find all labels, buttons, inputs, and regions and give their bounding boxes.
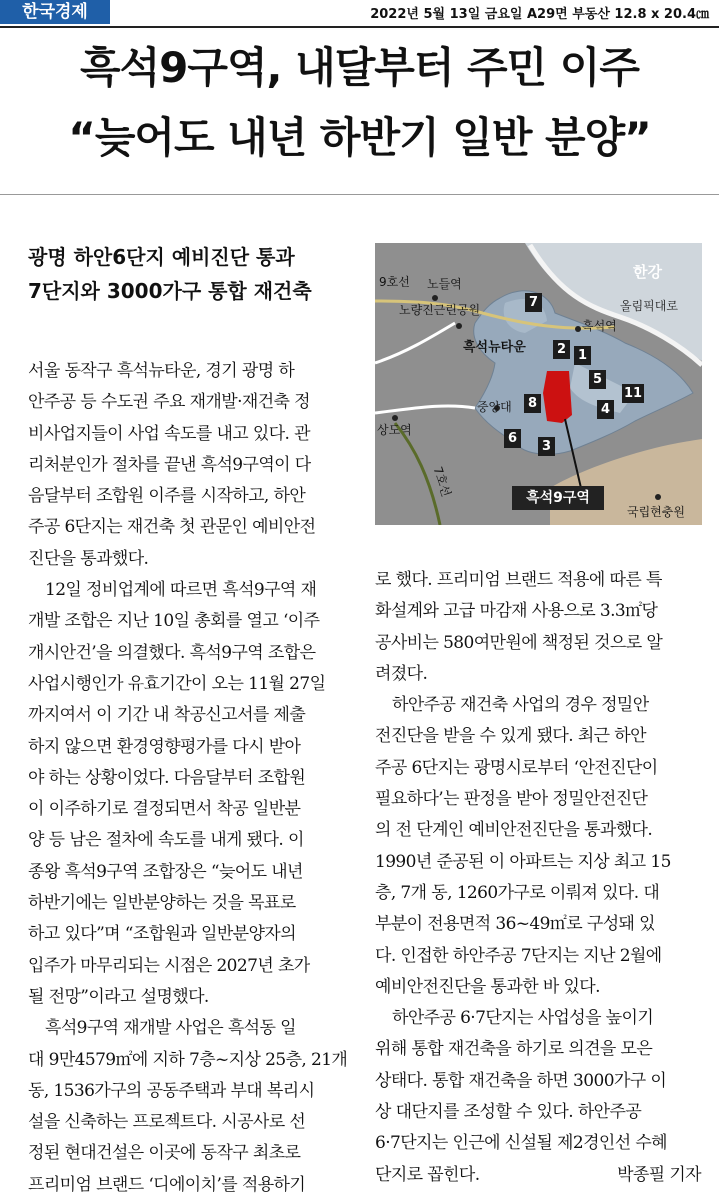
- map-label-heukseok-station: 흑석역: [582, 319, 617, 333]
- article-line: [375, 784, 701, 815]
- article-line-text: 사업시행인가 유효기간이 오는 11월 27일: [28, 673, 326, 694]
- map-label-road: 올림픽대로: [620, 299, 678, 313]
- masthead: [0, 0, 719, 26]
- article-line: [28, 419, 354, 450]
- article-line-text: 대 9만4579㎡에 지하 7층~지상 25층, 21개: [28, 1049, 348, 1070]
- article-line: [375, 1066, 701, 1097]
- article-line-text: 설을 신축하는 프로젝트다. 시공사로 선: [28, 1112, 306, 1133]
- article-line: [28, 794, 354, 825]
- article-line-text: 개시안건’을 의결했다. 흑석9구역 조합은: [28, 642, 316, 663]
- article-line-text: 음달부터 조합원 이주를 시작하고, 하안: [28, 486, 306, 507]
- location-map: [375, 243, 702, 525]
- article-line: [28, 387, 354, 418]
- map-label-line7: 7호선: [430, 464, 454, 499]
- subheadline-line-1: 광명 하안6단지 예비진단 통과: [28, 245, 295, 269]
- article-line-text: 상태다. 통합 재건축을 하면 3000가구 이: [375, 1070, 667, 1091]
- article-line: [28, 951, 354, 982]
- article-line-text: 필요하다’는 판정을 받아 정밀안전진단: [375, 789, 648, 810]
- publication-info: 2022년 5월 13일 금요일 A29면 부동산 12.8 x 20.4㎝: [370, 7, 709, 22]
- headline-line-1: 흑석9구역, 내달부터 주민 이주: [80, 43, 639, 92]
- article-line-text: 안주공 등 수도권 주요 재개발·재건축 정: [28, 392, 310, 413]
- article-line: [28, 1138, 354, 1169]
- article-line: [375, 1034, 701, 1065]
- map-label-river: 한강: [633, 263, 662, 281]
- map-label-noryangjin-station: 노들역: [427, 277, 462, 291]
- article-line-text: 하안주공 6·7단지는 사업성을 높이기: [392, 1008, 654, 1029]
- article-line-text: 될 전망”이라고 설명했다.: [28, 986, 209, 1007]
- article-line-text: 단지로 꼽힌다.: [375, 1164, 480, 1185]
- article-line: [28, 1107, 354, 1138]
- zone-badge: 3: [538, 437, 555, 456]
- article-line: [28, 888, 354, 919]
- article-line-text: 하반기에는 일반분양하는 것을 목표로: [28, 893, 296, 914]
- article-line-text: 양 등 남은 절차에 속도를 내게 됐다. 이: [28, 830, 304, 851]
- subheadline-line-2: 7단지와 3000가구 통합 재건축: [28, 279, 312, 303]
- article-line: [375, 878, 701, 909]
- article-line-text: 프리미엄 브랜드 ‘디에이치’를 적용하기: [28, 1174, 306, 1195]
- article-line-text: 흑석9구역 재개발 사업은 흑석동 일: [45, 1018, 296, 1039]
- article-line: [28, 857, 354, 888]
- zone-badge: 1: [574, 346, 591, 365]
- article-line: [28, 669, 354, 700]
- article-line: [375, 972, 701, 1003]
- article-line-text: 개발 조합은 지난 10일 총회를 열고 ‘이주: [28, 611, 320, 632]
- article-line: [375, 690, 701, 721]
- article-line-text: 다. 인접한 하안주공 7단지는 지난 2월에: [375, 945, 662, 966]
- article-line-text: 의 전 단계인 예비안전진단을 통과했다.: [375, 820, 653, 841]
- article-line-text: 주공 6단지는 재건축 첫 관문인 예비안전: [28, 517, 316, 538]
- article-line-text: 상 대단지를 조성할 수 있다. 하안주공: [375, 1102, 642, 1123]
- article-line: [28, 606, 354, 637]
- article-line: [375, 659, 701, 690]
- article-line-text: 하안주공 재건축 사업의 경우 정밀안: [392, 695, 649, 716]
- subheadline: [28, 240, 358, 308]
- headline-line-2: “늦어도 내년 하반기 일반 분양”: [68, 113, 651, 162]
- article-line: [375, 909, 701, 940]
- article-line-text: 려졌다.: [375, 663, 428, 684]
- article-line: [375, 941, 701, 972]
- zone-badge: 6: [504, 429, 521, 448]
- article-line: [375, 721, 701, 752]
- article-column-left: [28, 356, 354, 1201]
- article-line-text: 야 하는 상황이었다. 다음달부터 조합원: [28, 767, 306, 788]
- article-line-text: 리처분인가 절차를 끝낸 흑석9구역이 다: [28, 454, 311, 475]
- article-line-text: 이 이주하기로 결정되면서 착공 일반분: [28, 799, 301, 820]
- article-line: [28, 481, 354, 512]
- map-callout-zone9: 흑석9구역: [512, 486, 604, 510]
- map-graphic: [375, 243, 702, 525]
- article-line: [375, 1128, 701, 1159]
- article-line: [28, 982, 354, 1013]
- article-line-text: 하지 않으면 환경영향평가를 다시 받아: [28, 736, 301, 757]
- article-line-text: 입주가 마무리되는 시점은 2027년 초가: [28, 955, 310, 976]
- article-line: [28, 544, 354, 575]
- zone-badge: 5: [589, 370, 606, 389]
- article-line: [28, 825, 354, 856]
- article-line-text: 종왕 흑석9구역 조합장은 “늦어도 내년: [28, 861, 303, 882]
- zone-badge: 8: [524, 394, 541, 413]
- article-line-text: 6·7단지는 인근에 신설될 제2경인선 수혜: [375, 1133, 667, 1154]
- map-label-cemetery: 국립현충원: [627, 505, 685, 519]
- article-line-text: 전진단을 받을 수 있게 됐다. 최근 하안: [375, 726, 646, 747]
- article-line-text: 화설계와 고급 마감재 사용으로 3.3㎡당: [375, 601, 658, 622]
- map-label-chungang: 중앙대: [477, 400, 512, 414]
- article-line-text: 정된 현대건설은 이곳에 동작구 최초로: [28, 1143, 301, 1164]
- article-line-text: 공사비는 580여만원에 책정된 것으로 알: [375, 632, 663, 653]
- article-line: [28, 356, 354, 387]
- byline: 박종필 기자: [617, 1164, 701, 1185]
- map-label-park: 노량진근린공원: [399, 303, 481, 317]
- article-line: [375, 815, 701, 846]
- article-line: [375, 596, 701, 627]
- article-line-text: 12일 정비업계에 따르면 흑석9구역 재: [45, 580, 317, 601]
- article-line-text: 하고 있다”며 “조합원과 일반분양자의: [28, 924, 296, 945]
- article-line: [28, 575, 354, 606]
- article-line: [375, 847, 701, 878]
- article-line-text: 서울 동작구 흑석뉴타운, 경기 광명 하: [28, 361, 295, 381]
- article-line: [28, 1170, 354, 1201]
- article-line: [375, 1097, 701, 1128]
- article-line: [28, 1013, 354, 1044]
- article-line: [28, 1045, 354, 1076]
- newspaper-logo: 한국경제: [0, 0, 110, 24]
- article-line: [375, 628, 701, 659]
- article-line-text: 까지여서 이 기간 내 착공신고서를 제출: [28, 705, 306, 726]
- article-line-text: 예비안전진단을 통과한 바 있다.: [375, 976, 600, 997]
- article-line-text: 비사업지들이 사업 속도를 내고 있다. 관: [28, 423, 310, 444]
- top-rule: [0, 26, 719, 28]
- article-line: [28, 919, 354, 950]
- article-line-text: 부분이 전용면적 36~49㎡로 구성돼 있: [375, 914, 655, 935]
- article-line-text: 로 했다. 프리미엄 브랜드 적용에 따른 특: [375, 570, 662, 590]
- map-label-newtown: 흑석뉴타운: [463, 340, 526, 355]
- map-label-line9: 9호선: [379, 275, 410, 289]
- zone-badge: 11: [623, 386, 643, 401]
- article-line-text: 위해 통합 재건축을 하기로 의견을 모은: [375, 1039, 653, 1060]
- map-label-sangdo-station: 상도역: [377, 423, 412, 437]
- article-line: [28, 732, 354, 763]
- zone-badge: 7: [525, 293, 542, 312]
- headline-divider: [0, 194, 719, 195]
- article-line-text: 동, 1536가구의 공동주택과 부대 복리시: [28, 1080, 315, 1101]
- article-line: [28, 638, 354, 669]
- article-line: [28, 763, 354, 794]
- zone-badge: 4: [597, 400, 614, 419]
- article-line: [28, 1076, 354, 1107]
- zone-badge: 2: [553, 340, 570, 359]
- article-line-text: 진단을 통과했다.: [28, 548, 149, 569]
- article-line: [28, 700, 354, 731]
- article-column-right: [375, 565, 701, 1191]
- article-line: [375, 753, 701, 784]
- article-line: [28, 450, 354, 481]
- article-line: [375, 1160, 701, 1191]
- article-line: [375, 1003, 701, 1034]
- article-line-text: 주공 6단지는 광명시로부터 ‘안전진단이: [375, 757, 658, 778]
- article-line-text: 층, 7개 동, 1260가구로 이뤄져 있다. 대: [375, 882, 660, 903]
- article-line: [28, 512, 354, 543]
- article-line: [375, 565, 701, 596]
- article-line-text: 1990년 준공된 이 아파트는 지상 최고 15: [375, 851, 671, 872]
